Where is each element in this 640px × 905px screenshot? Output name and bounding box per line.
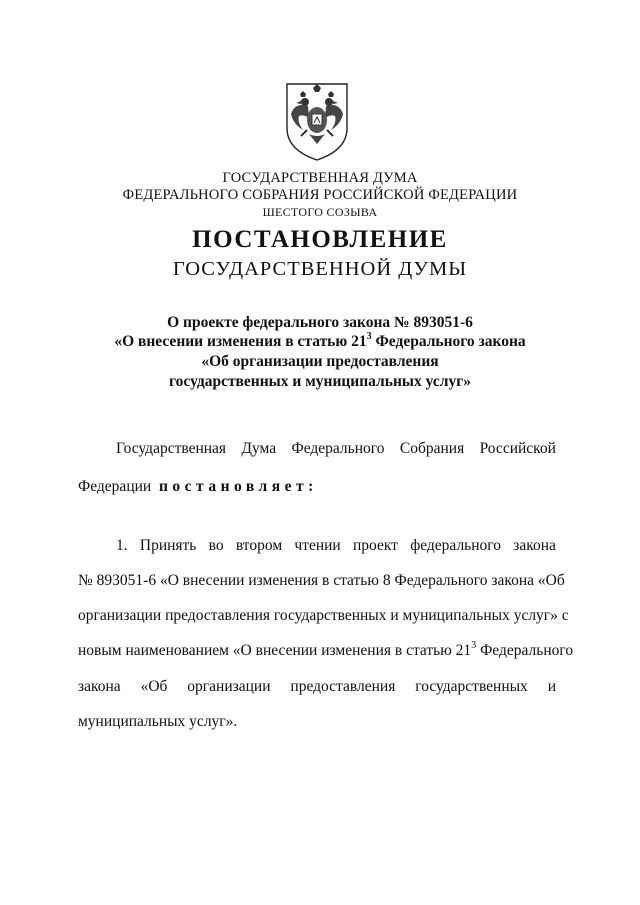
intro-line-1: Государственная Дума Федерального Собрания Российской: [116, 440, 556, 457]
document-title: ПОСТАНОВЛЕНИЕ: [192, 226, 448, 253]
state-emblem: [283, 80, 351, 162]
p1-line-3: организации предоставления государственных и муниципальных услуг» с: [78, 607, 569, 624]
subject-line-1: О проекте федерального закона № 893051-6: [167, 314, 473, 331]
p1-line-6: муниципальных услуг».: [78, 713, 238, 730]
document-subtitle: ГОСУДАРСТВЕННОЙ ДУМЫ: [172, 258, 468, 280]
p1-line-1: 1. Принять во втором чтении проект федерального закона: [116, 537, 556, 554]
subject-line-4: государственных и муниципальных услуг»: [169, 373, 471, 390]
resolution-verb: постановляет:: [158, 478, 318, 495]
p1-line-2: № 893051-6 «О внесении изменения в статью 8 Федерального закона «Об: [78, 572, 565, 589]
double-headed-eagle-icon: [283, 80, 351, 162]
org-line-1: ГОСУДАРСТВЕННАЯ ДУМА: [222, 170, 418, 186]
p1-line-5: закона «Об организации предоставления государственных и: [78, 678, 556, 695]
p1-line-4: новым наименованием «О внесении изменения в статью $21^3$ Федерального: [78, 639, 574, 659]
org-line-2: ФЕДЕРАЛЬНОГО СОБРАНИЯ РОССИЙСКОЙ ФЕДЕРАЦИИ: [122, 187, 518, 203]
intro-line-2: Федерации постановляет:: [78, 478, 318, 495]
subject-line-2: «О внесении изменения в статью $21^3$ Федерального закона: [114, 330, 526, 350]
subject-line-3: «Об организации предоставления: [201, 353, 439, 370]
org-line-3: ШЕСТОГО СОЗЫВА: [262, 205, 378, 219]
